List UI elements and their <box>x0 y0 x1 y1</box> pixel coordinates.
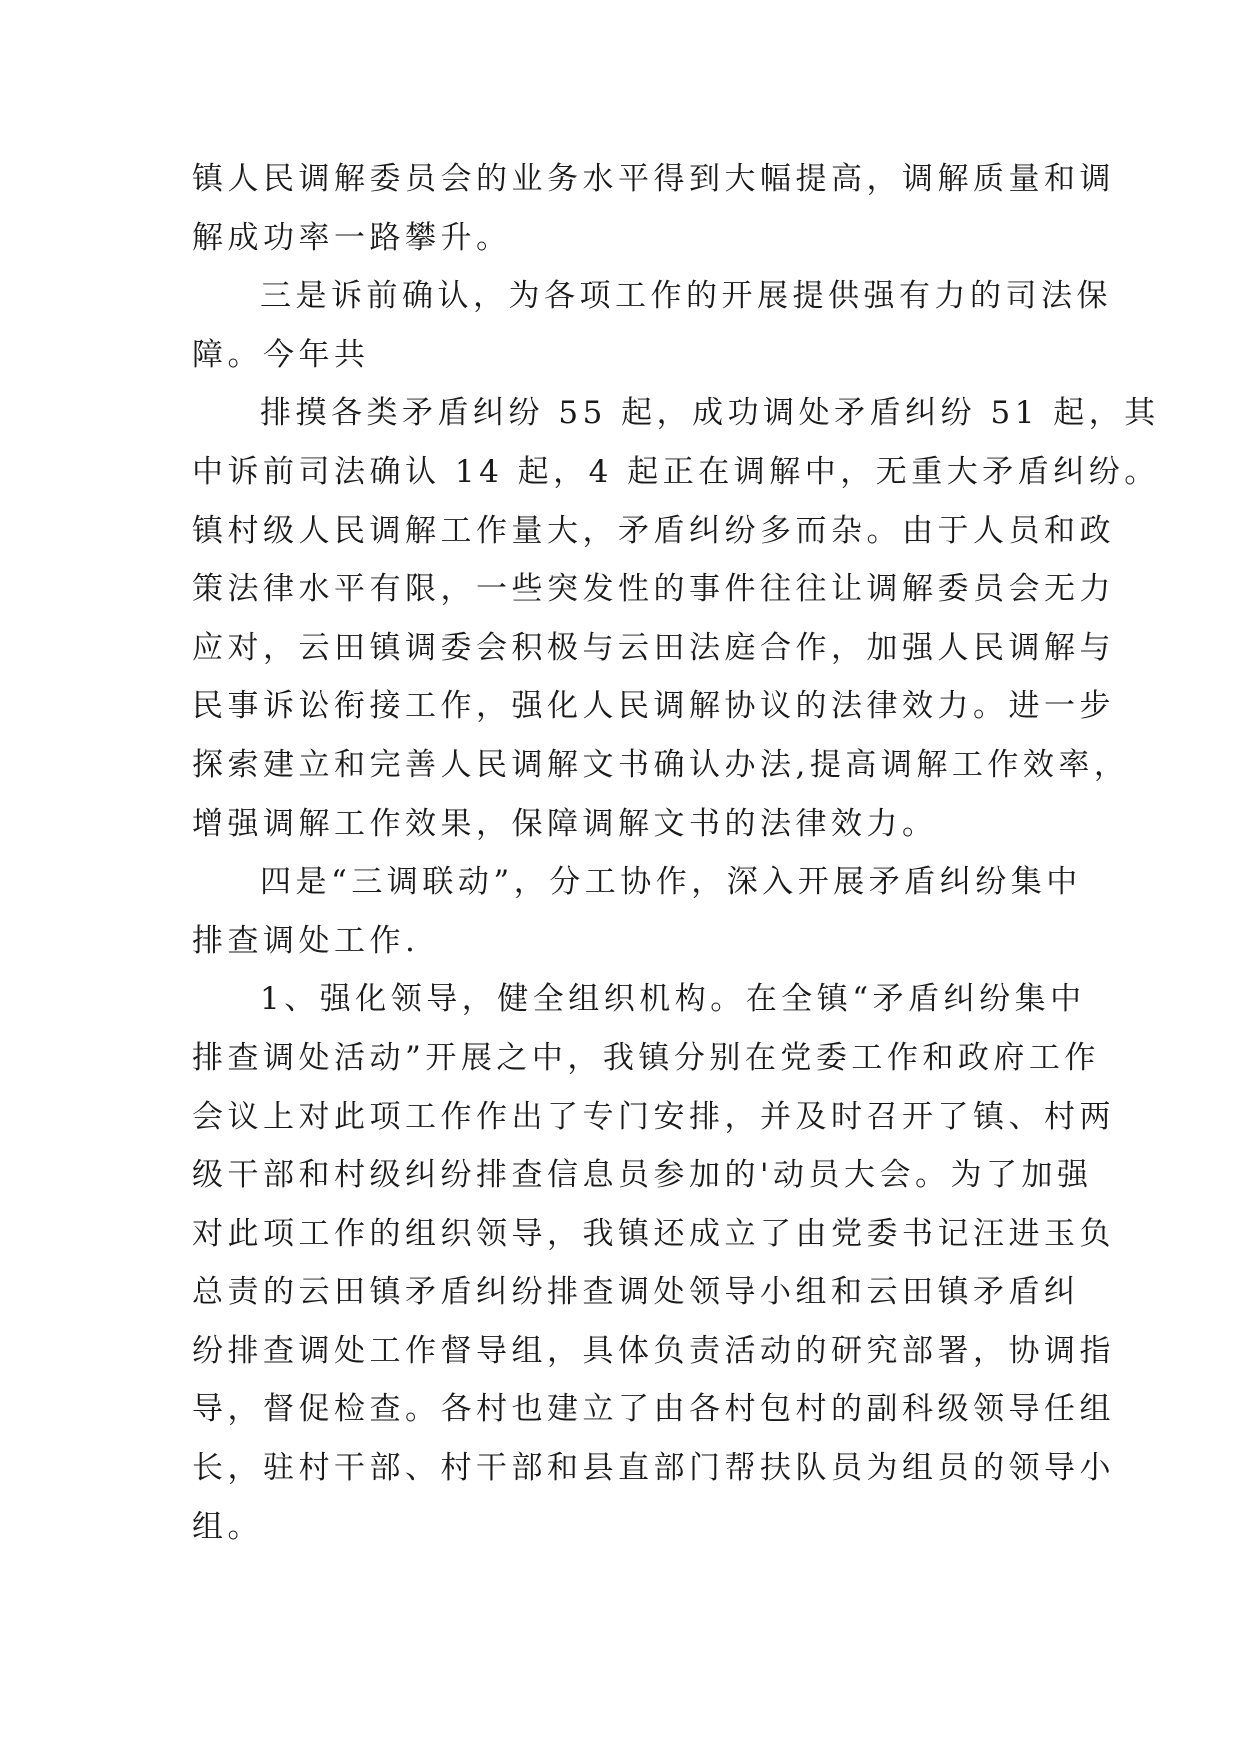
text-line: 四是“三调联动”，分工协作，深入开展矛盾纠纷集中 <box>260 864 1082 901</box>
text-line: 总责的云田镇矛盾纠纷排查调处领导小组和云田镇矛盾纠 <box>192 1274 1080 1311</box>
text-line: 长，驻村干部、村干部和县直部门帮扶队员为组员的领导小 <box>192 1450 1115 1487</box>
text-line: 排查调处工作. <box>192 922 420 959</box>
text-line: 排查调处活动”开展之中，我镇分别在党委工作和政府工作 <box>192 1039 1100 1076</box>
text-line: 民事诉讼衔接工作，强化人民调解协议的法律效力。进一步 <box>192 688 1115 725</box>
document-body <box>192 150 1160 1556</box>
text-line: 会议上对此项工作作出了专门安排，并及时召开了镇、村两 <box>192 1098 1115 1135</box>
text-line: 策法律水平有限，一些突发性的事件往往让调解委员会无力 <box>192 571 1115 608</box>
text-line: 级干部和村级纠纷排查信息员参加的'动员大会。为了加强 <box>192 1157 1093 1194</box>
text-line: 组。 <box>192 1508 263 1545</box>
text-line: 障。今年共 <box>192 336 370 373</box>
text-line: 导，督促检查。各村也建立了由各村包村的副科级领导任组 <box>192 1391 1115 1428</box>
text-line: 三是诉前确认，为各项工作的开展提供强有力的司法保 <box>260 278 1112 315</box>
text-line: 增强调解工作效果，保障调解文书的法律效力。 <box>192 805 938 842</box>
text-line: 探索建立和完善人民调解文书确认办法,提高调解工作效率， <box>192 746 1130 783</box>
text-line: 应对，云田镇调委会积极与云田法庭合作，加强人民调解与 <box>192 629 1115 666</box>
text-line: 中诉前司法确认 14 起，4 起正在调解中，无重大矛盾纠纷。 <box>192 453 1160 490</box>
text-line: 1、强化领导，健全组织机构。在全镇“矛盾纠纷集中 <box>260 981 1086 1018</box>
text-line: 对此项工作的组织领导，我镇还成立了由党委书记汪进玉负 <box>192 1215 1115 1252</box>
text-line: 解成功率一路攀升。 <box>192 219 512 256</box>
text-line: 镇村级人民调解工作量大，矛盾纠纷多而杂。由于人员和政 <box>192 512 1115 549</box>
text-line: 排摸各类矛盾纠纷 55 起，成功调处矛盾纠纷 51 起，其 <box>260 395 1160 432</box>
text-line: 镇人民调解委员会的业务水平得到大幅提高，调解质量和调 <box>192 161 1115 197</box>
text-line: 纷排查调处工作督导组，具体负责活动的研究部署，协调指 <box>192 1332 1115 1369</box>
